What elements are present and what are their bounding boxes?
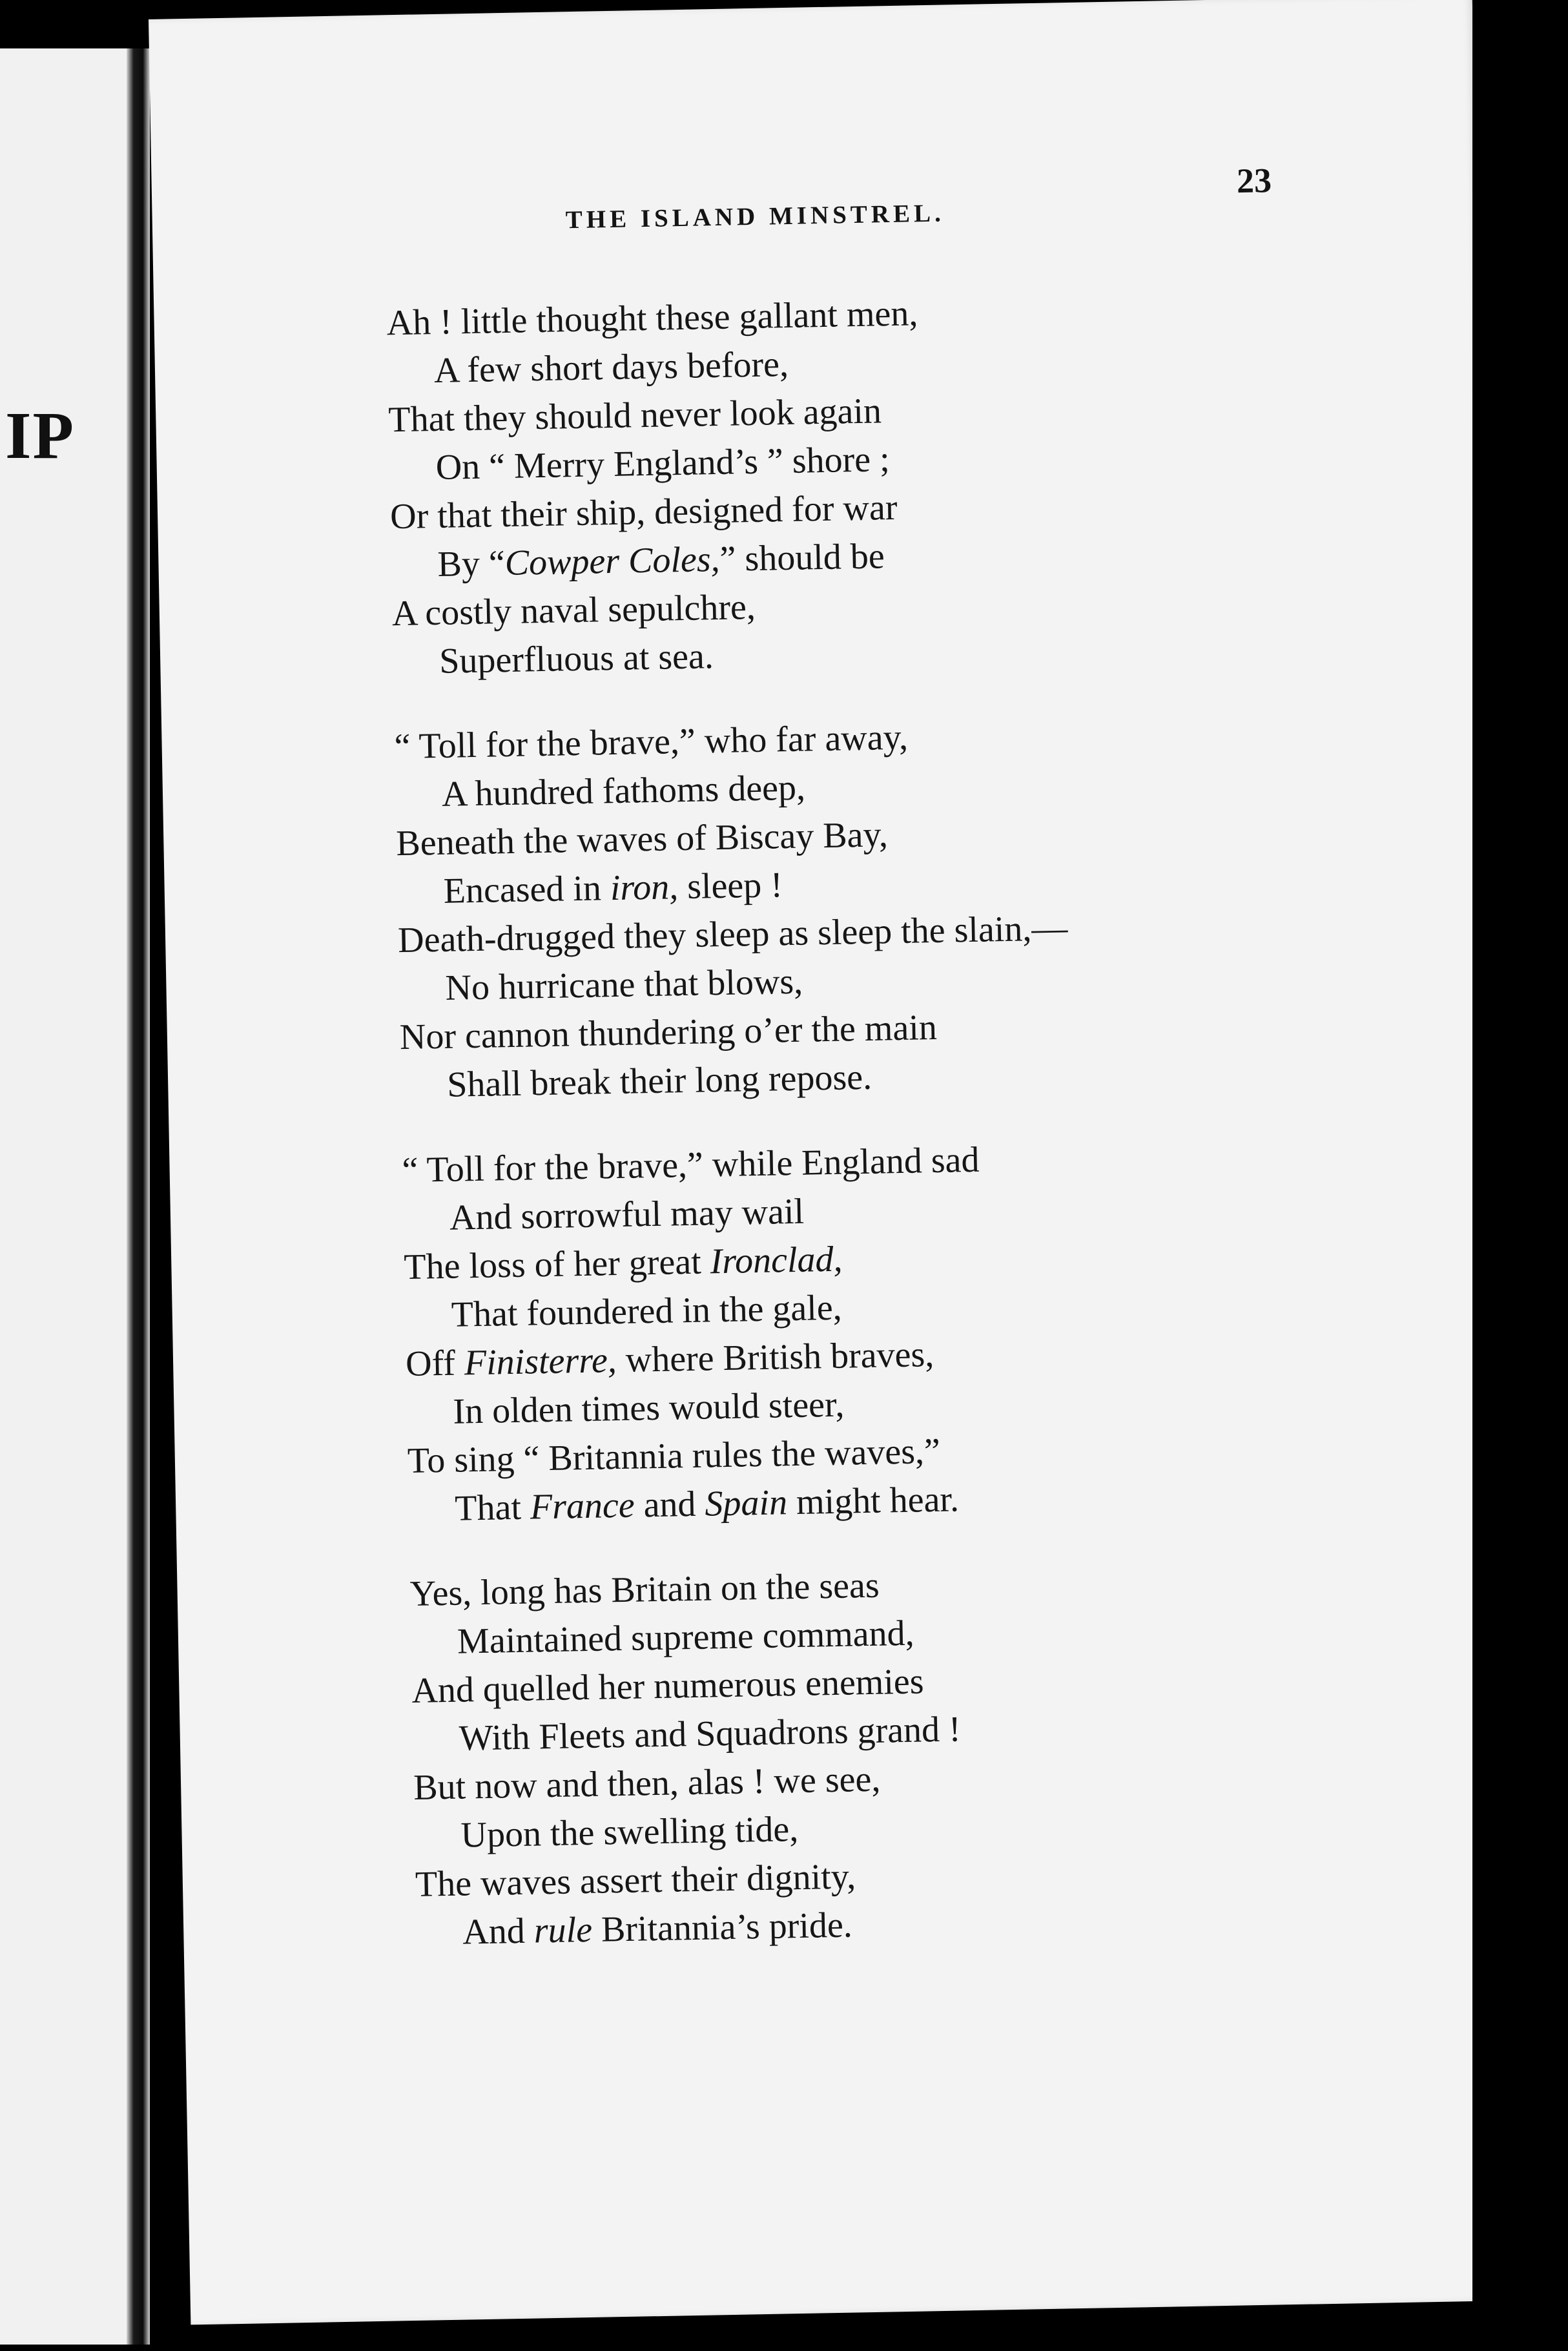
line-text: In olden times would steer, (453, 1384, 845, 1432)
line-text: No hurricane that blows, (444, 961, 803, 1008)
line-text: might hear. (787, 1479, 960, 1523)
line-text: Shall break their long repose. (446, 1057, 872, 1105)
italic-text: rule (533, 1909, 593, 1951)
line-text: Superfluous at sea. (438, 636, 714, 681)
running-title: THE ISLAND MINSTREL. (565, 199, 945, 234)
left-facing-page (0, 48, 129, 2345)
line-text: “ Toll for the brave,” while England sad (402, 1139, 980, 1191)
line-text: Upon the swelling tide, (460, 1809, 799, 1856)
book-gutter (127, 48, 150, 2345)
line-text: That (454, 1487, 531, 1529)
line-text: “ Toll for the brave,” who far away, (394, 717, 909, 767)
line-text: Nor cannon thundering o’er the main (399, 1007, 938, 1058)
scan-border (1472, 0, 1568, 2351)
line-text: A few short days before, (433, 344, 789, 391)
line-text: A hundred fathoms deep, (441, 767, 806, 814)
line-text: Yes, long has Britain on the seas (409, 1565, 880, 1614)
line-text: On “ Merry England’s ” shore ; (435, 439, 891, 488)
line-text: Maintained supreme command, (457, 1613, 915, 1662)
italic-text: Ironclad, (710, 1239, 843, 1282)
line-text: But now and then, alas ! we see, (413, 1759, 881, 1808)
left-page-title-fragment: IP (5, 399, 75, 473)
line-text: Death-drugged they sleep as sleep the slain,— (397, 908, 1068, 961)
stanza (402, 1130, 1313, 1534)
line-text: ” should be (719, 536, 885, 579)
line-text: Britannia’s pride. (592, 1905, 853, 1950)
line-text: and (634, 1484, 706, 1526)
line-text: And sorrowful may wail (449, 1191, 805, 1238)
line-text: Encased in (443, 868, 611, 911)
stanza (386, 283, 1297, 687)
line-text: sleep ! (677, 865, 783, 907)
line-text: where British braves, (616, 1334, 934, 1381)
italic-text: Spain (704, 1482, 788, 1524)
stanza (409, 1553, 1321, 1958)
italic-text: Finisterre, (464, 1340, 617, 1383)
line-text: The waves assert their dignity, (415, 1856, 856, 1905)
line-text: A costly naval sepulchre, (391, 586, 756, 634)
line-text: That they should never look again (387, 391, 882, 440)
stanza (394, 707, 1305, 1111)
italic-text: France (530, 1485, 635, 1528)
italic-text: Cowper Coles, (504, 539, 721, 584)
page-number: 23 (1236, 161, 1272, 201)
line-text: And (462, 1911, 535, 1952)
poem-body (386, 283, 1321, 1994)
line-text: And quelled her numerous enemies (411, 1661, 925, 1711)
line-text: That foundered in the gale, (451, 1287, 843, 1335)
book-page (149, 0, 1514, 2325)
line-text: By “ (437, 543, 506, 585)
line-text: Off (405, 1343, 465, 1385)
line-text: With Fleets and Squadrons grand ! (459, 1709, 962, 1759)
line-text: Beneath the waves of Biscay Bay, (395, 814, 889, 864)
line-text: Ah ! little thought these gallant men, (386, 293, 918, 344)
line-text: The loss of her great (403, 1241, 711, 1288)
line-text: To sing “ Britannia rules the waves,” (407, 1431, 941, 1482)
italic-text: iron, (610, 867, 679, 909)
line-text: Or that their ship, designed for war (389, 487, 898, 537)
